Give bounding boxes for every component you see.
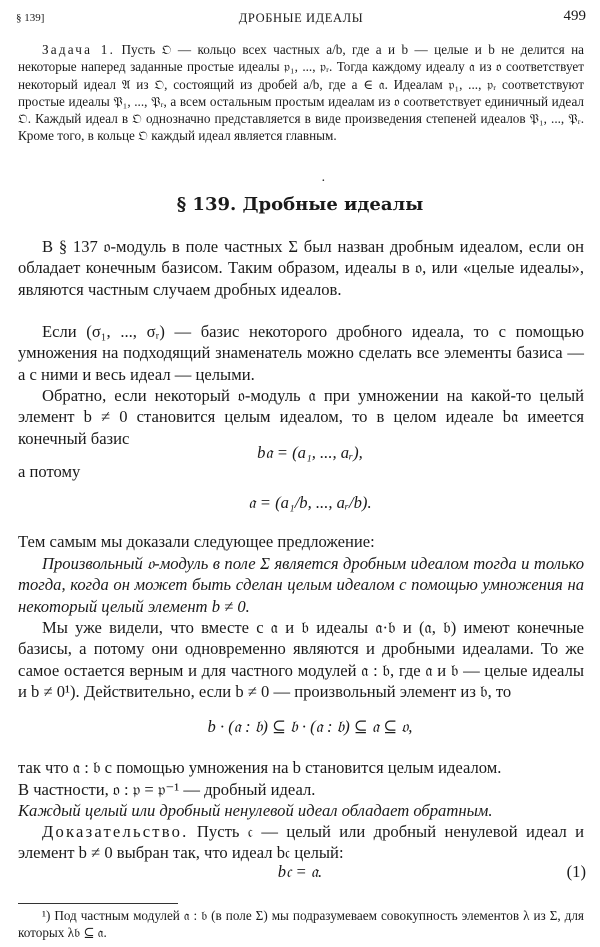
formula-quotient: b · (𝔞 : 𝔟) ⊆ 𝔟 · (𝔞 : 𝔟) ⊆ 𝔞 ⊆ 𝔬, xyxy=(207,717,413,736)
paragraph-2: Если (σ₁, ..., σᵣ) — базис некоторого дробного идеала, то с помощью умножения на подходящий знаменатель можно сделать все элементы базиса — а с ними и весь идеал — целыми. xyxy=(18,322,584,384)
section-title: § 139. Дробные идеалы xyxy=(176,194,424,215)
formula-bc-equals-a: b𝔠 = 𝔞. xyxy=(277,862,323,881)
header-title: ДРОБНЫЕ ИДЕАЛЫ xyxy=(238,11,364,25)
problem-block xyxy=(18,41,584,145)
problem-text: Пусть 𝔒 — кольцо всех частных a/b, где a и b — целые и b не делится на некоторые наперед заданные простые идеалы 𝔭₁, ..., 𝔭ᵣ. Тогда каждому идеалу 𝔞 из 𝔬 соответствует некоторый идеал 𝔄 из 𝔒, состоящий из дробей a/b, где a ∈ 𝔞. Идеалам 𝔭₁, ..., 𝔭ᵣ соответствуют простые идеалы 𝔓₁, ..., 𝔓ᵣ, а всем остальным простым идеалам из 𝔬 соответствует единичный идеал 𝔒. Каждый идеал в 𝔒 однозначно представляется в виде произведения степеней идеалов 𝔓₁, ..., 𝔓ᵣ. Кроме того, в кольце 𝔒 каждый идеал является главным. xyxy=(18,42,584,144)
footnote-rule xyxy=(18,903,178,904)
text-a-potomu: а потому xyxy=(18,462,81,481)
ornament-dot: · xyxy=(321,174,326,189)
proof-paragraph xyxy=(18,821,584,864)
proof-label: Доказательство. xyxy=(42,822,189,841)
proof-text: Пусть 𝔠 — целый или дробный ненулевой идеал и элемент b ≠ 0 выбран так, что идеал b𝔠 целый: xyxy=(18,822,584,863)
equation-number: (1) xyxy=(566,862,586,881)
paragraph-4: Тем самым мы доказали следующее предложение: xyxy=(18,532,375,551)
paragraph-8: В частности, 𝔬 : 𝔭 = 𝔭⁻¹ — дробный идеал. xyxy=(18,780,316,799)
header-section-ref: § 139] xyxy=(16,12,45,24)
paragraph-6: Мы уже видели, что вместе с 𝔞 и 𝔟 идеалы 𝔞·𝔟 и (𝔞, 𝔟) имеют конечные базисы, а потому они одновременно являются и дробными идеалами. То же самое остается верным и для частного модулей 𝔞 : 𝔟, где 𝔞 и 𝔟 — целые идеалы и b ≠ 0¹). Действительно, если b ≠ 0 — произвольный элемент из 𝔟, то xyxy=(18,618,584,702)
problem-label: Задача 1. xyxy=(42,42,116,57)
theorem-text: Каждый целый или дробный ненулевой идеал обладает обратным. xyxy=(18,801,493,820)
paragraph-7: так что 𝔞 : 𝔟 с помощью умножения на b становится целым идеалом. xyxy=(18,758,502,777)
running-header xyxy=(16,8,586,30)
page-number: 499 xyxy=(563,8,586,24)
proposition-text: Произвольный 𝔬-модуль в поле Σ является дробным идеалом тогда и только тогда, когда он может быть сделан целым идеалом с помощью умножения на некоторый целый элемент b ≠ 0. xyxy=(18,554,584,616)
footnote: ¹) Под частным модулей 𝔞 : 𝔟 (в поле Σ) мы подразумеваем совокупность элементов λ из Σ, для которых λ𝔟 ⊆ 𝔞. xyxy=(18,908,584,941)
formula-fraction-basis: 𝔞 = (a₁/b, ..., aᵣ/b). xyxy=(248,493,372,512)
paragraph-3: Обратно, если некоторый 𝔬-модуль 𝔞 при умножении на какой-то целый элемент b ≠ 0 становится целым идеалом, то в целом идеале b𝔞 имеется конечный базис xyxy=(18,386,584,448)
paragraph-1: В § 137 𝔬-модуль в поле частных Σ был назван дробным идеалом, если он обладает конечным базисом. Таким образом, идеалы в 𝔬, или «целые идеалы», являются частным случаем дробных идеалов. xyxy=(18,237,584,299)
formula-basis: b𝔞 = (a₁, ..., aᵣ), xyxy=(257,443,363,462)
